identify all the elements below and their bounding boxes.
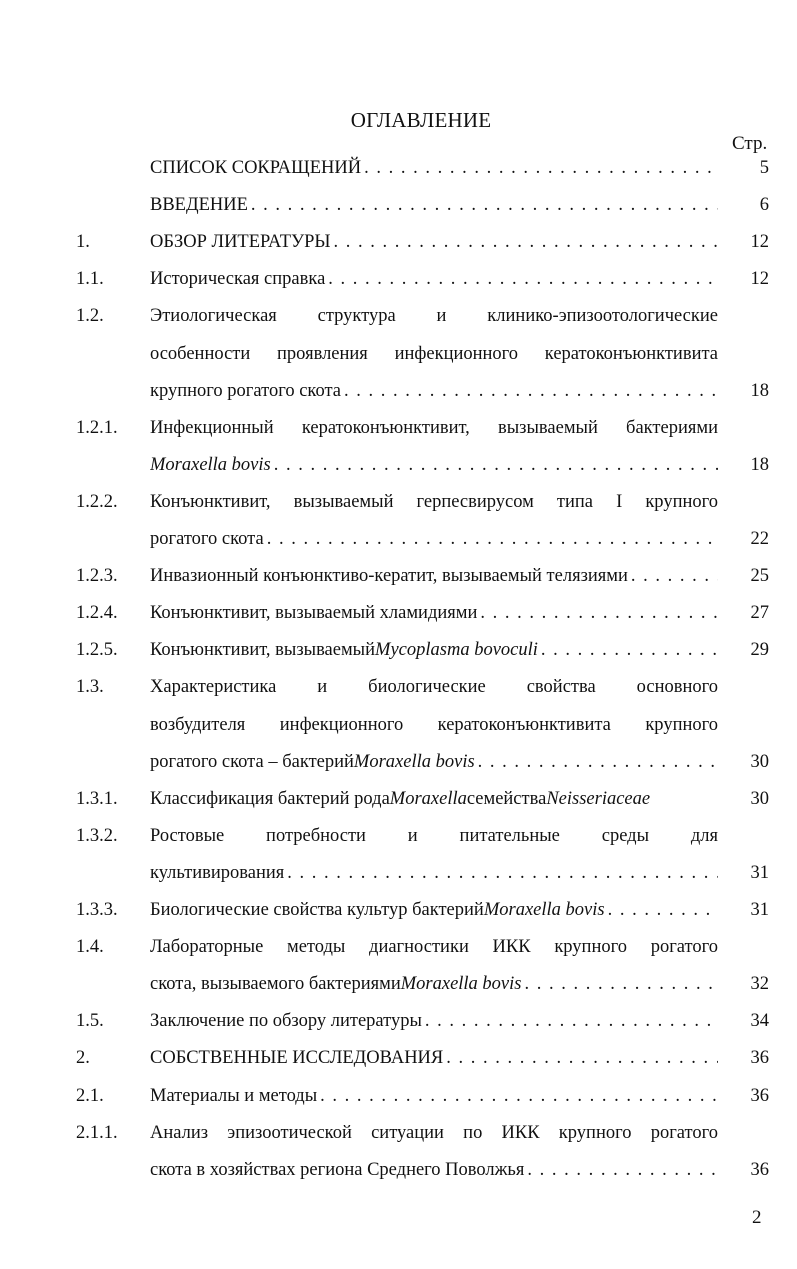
toc-entry-text-part: Ростовые потребности и питательные среды для xyxy=(150,825,718,846)
toc-entry-page: 30 xyxy=(750,751,769,772)
toc-entry-text-part: скота, вызываемого бактериями xyxy=(150,974,401,995)
toc-entry-text-part: культивирования xyxy=(150,862,285,883)
toc-entry-text xyxy=(150,447,718,484)
toc-entry-line xyxy=(0,595,797,632)
toc-entry-line xyxy=(0,558,797,595)
toc-entry-line xyxy=(0,521,797,558)
toc-entry-line xyxy=(0,707,797,744)
toc-entry-text xyxy=(150,336,718,373)
toc-entry-text xyxy=(150,298,718,335)
toc-entry-page: 36 xyxy=(750,1085,769,1106)
toc-entry-line xyxy=(0,410,797,447)
dot-leader xyxy=(328,261,718,298)
toc-entry-text-italic: Moraxella xyxy=(389,788,467,809)
toc-entry-text-italic: Mycoplasma bovoculi xyxy=(375,640,538,661)
dot-leader xyxy=(525,966,719,1003)
toc-entry-text-part: Характеристика и биологические свойства основного xyxy=(150,677,718,698)
toc-entry-number: 1.3. xyxy=(76,677,104,698)
toc-entry-page: 34 xyxy=(750,1011,769,1032)
toc-entry-text-part: семейства xyxy=(466,788,547,809)
toc-entry-text-italic: Moraxella bovis xyxy=(483,900,605,920)
toc-entry-text-part: Анализ эпизоотической ситуации по ИКК крупного рогатого xyxy=(150,1122,718,1143)
toc-entry-text xyxy=(150,558,718,595)
toc-entry-text-part: Этиологическая структура и клинико-эпизоотологические xyxy=(150,306,718,327)
toc-entry-text-part: ОБЗОР ЛИТЕРАТУРЫ xyxy=(150,232,331,253)
toc-entry-text xyxy=(150,224,718,261)
dot-leader xyxy=(364,150,718,187)
toc-entry-number: 1.5. xyxy=(76,1011,104,1032)
toc-entry-page: 18 xyxy=(750,380,769,401)
toc-entry-page: 22 xyxy=(750,529,769,549)
toc-entry-line xyxy=(0,632,797,669)
toc-entry-number: 2. xyxy=(76,1048,90,1069)
toc-entry-text xyxy=(150,707,718,744)
toc-entry-text-part: особенности проявления инфекционного кератоконъюнктивита xyxy=(150,343,718,364)
toc-entry-text-part: возбудителя инфекционного кератоконъюнктивита крупного xyxy=(150,714,718,735)
toc-entry-page: 6 xyxy=(759,195,769,216)
toc-entry-text-part: Инфекционный кератоконъюнктивит, вызываемый бактериями xyxy=(150,417,718,438)
toc-entry-line xyxy=(0,855,797,892)
dot-leader xyxy=(334,224,718,261)
toc-entry-text xyxy=(150,929,718,966)
toc-entry-number: 1.2.2. xyxy=(76,491,118,512)
toc-entry-text-italic: Neisseriaceae xyxy=(546,788,651,809)
toc-entry-number: 1.2.1. xyxy=(76,417,118,438)
toc-entry-line xyxy=(0,187,797,224)
dot-leader xyxy=(251,187,718,224)
toc-entry-number: 1.3.1. xyxy=(76,788,118,809)
toc-entry-text-part: Конъюнктивит, вызываемый герпесвирусом типа I крупного xyxy=(150,491,718,512)
toc-entry-text-part: рогатого скота – бактерий xyxy=(150,751,354,772)
toc-entry-text xyxy=(150,1152,718,1189)
toc-entry-page: 31 xyxy=(750,900,769,920)
toc-entry-number: 1.2.4. xyxy=(76,603,118,624)
toc-entry-text-part: Биологические свойства культур бактерий xyxy=(150,900,484,920)
toc-entry-page: 12 xyxy=(750,232,769,253)
toc-entry-text-italic: Moraxella bovis xyxy=(400,974,522,995)
toc-entry-line xyxy=(0,1040,797,1077)
toc-entry-text-part: рогатого скота xyxy=(150,529,264,549)
toc-entry-text-part: ВВЕДЕНИЕ xyxy=(150,195,248,216)
toc-entry-text-italic: Moraxella bovis xyxy=(353,751,475,772)
toc-entry-text xyxy=(150,521,718,558)
toc-entry-page: 27 xyxy=(750,603,769,624)
toc-entry-number: 1.3.3. xyxy=(76,900,118,920)
toc-entry-number: 1.2. xyxy=(76,306,104,327)
toc-entry-line xyxy=(0,261,797,298)
toc-entry-text-italic: Moraxella bovis xyxy=(150,454,271,475)
toc-entry-text xyxy=(150,373,718,410)
dot-leader xyxy=(267,521,718,558)
toc-entry-number: 1.3.2. xyxy=(76,825,118,846)
toc-entry-page: 31 xyxy=(750,862,769,883)
page-column-label: Стр. xyxy=(732,133,768,154)
toc-entry-number: 2.1.1. xyxy=(76,1122,118,1143)
toc-entry-line xyxy=(0,336,797,373)
toc-entry-text-part: СОБСТВЕННЫЕ ИССЛЕДОВАНИЯ xyxy=(150,1048,444,1069)
toc-entry-page: 32 xyxy=(750,974,769,995)
toc-entry-line xyxy=(0,744,797,781)
toc-entry-text-part: Историческая справка xyxy=(150,269,326,290)
toc-entry-page: 12 xyxy=(750,269,769,290)
toc-entry-line xyxy=(0,1152,797,1189)
dot-leader xyxy=(446,1040,718,1077)
dot-leader xyxy=(274,447,718,484)
toc-entry-text xyxy=(150,669,718,706)
toc-entry-number: 1.2.3. xyxy=(76,566,118,587)
toc-entry-text xyxy=(150,632,718,669)
toc-entry-line xyxy=(0,298,797,335)
toc-entry-text xyxy=(150,855,718,892)
toc-entry-text-part: Лабораторные методы диагностики ИКК крупного рогатого xyxy=(150,937,718,958)
toc-entry-text-part: Классификация бактерий рода xyxy=(150,788,390,809)
toc-entry-page: 18 xyxy=(750,454,769,475)
dot-leader xyxy=(631,558,718,595)
toc-entry-text xyxy=(150,261,718,298)
dot-leader xyxy=(608,892,718,929)
toc-entry-page: 25 xyxy=(750,566,769,587)
toc-entry-page: 36 xyxy=(750,1048,769,1069)
toc-entry-text xyxy=(150,1078,718,1115)
dot-leader xyxy=(480,595,718,632)
dot-leader xyxy=(344,373,718,410)
toc-entry-text xyxy=(150,187,718,224)
toc-entry-text xyxy=(150,781,718,818)
toc-entry-line xyxy=(0,929,797,966)
toc-entry-line xyxy=(0,1115,797,1152)
toc-entry-text-part: Конъюнктивит, вызываемый xyxy=(150,640,376,661)
toc-entry-line xyxy=(0,669,797,706)
toc-entry-text xyxy=(150,892,718,929)
toc-title: ОГЛАВЛЕНИЕ xyxy=(350,108,492,132)
toc-entry-number: 1.1. xyxy=(76,269,104,290)
toc-entry-line xyxy=(0,781,797,818)
toc-entry-number: 1.2.5. xyxy=(76,640,118,661)
page-number: 2 xyxy=(752,1207,762,1228)
toc-entry-line xyxy=(0,150,797,187)
dot-leader xyxy=(287,855,718,892)
toc-entry-text xyxy=(150,744,718,781)
toc-entry-number: 2.1. xyxy=(76,1085,104,1106)
toc-entry-line xyxy=(0,892,797,929)
toc-entry-line xyxy=(0,818,797,855)
toc-entry-text-part: Инвазионный конъюнктиво-кератит, вызываемый телязиями xyxy=(150,566,628,587)
toc-entry-text-part: Конъюнктивит, вызываемый хламидиями xyxy=(150,603,478,624)
toc-entry-text xyxy=(150,410,718,447)
toc-entry-text xyxy=(150,966,718,1003)
dot-leader xyxy=(541,632,718,669)
toc-entry-text xyxy=(150,818,718,855)
dot-leader xyxy=(320,1078,718,1115)
dot-leader xyxy=(478,744,718,781)
toc-entry-line xyxy=(0,484,797,521)
toc-entry-number: 1.4. xyxy=(76,937,104,958)
dot-leader xyxy=(425,1003,718,1040)
toc-entry-line xyxy=(0,447,797,484)
toc-entry-number: 1. xyxy=(76,232,90,253)
toc-entry-text xyxy=(150,1003,718,1040)
toc-entry-line xyxy=(0,1003,797,1040)
toc-entry-text-part: крупного рогатого скота xyxy=(150,380,341,401)
toc-entry-text-part: Материалы и методы xyxy=(150,1085,318,1106)
toc-entry-line xyxy=(0,966,797,1003)
toc-entry-text xyxy=(150,150,718,187)
toc-entry-text-part: скота в хозяйствах региона Среднего Поволжья xyxy=(150,1159,525,1180)
toc-entry-page: 36 xyxy=(750,1159,769,1180)
toc-entry-text xyxy=(150,1040,718,1077)
toc-entry-line xyxy=(0,1078,797,1115)
toc-entry-text xyxy=(150,595,718,632)
toc-entry-line xyxy=(0,373,797,410)
toc-entry-text xyxy=(150,484,718,521)
toc-entry-page: 30 xyxy=(750,788,769,809)
toc-entry-page: 5 xyxy=(759,158,769,178)
dot-leader xyxy=(527,1152,718,1189)
toc-entry-page: 29 xyxy=(750,640,769,661)
toc-entry-text-part: Заключение по обзору литературы xyxy=(150,1011,422,1032)
toc-entry-text-part: СПИСОК СОКРАЩЕНИЙ xyxy=(150,158,362,178)
toc-entry-text xyxy=(150,1115,718,1152)
toc-entry-line xyxy=(0,224,797,261)
